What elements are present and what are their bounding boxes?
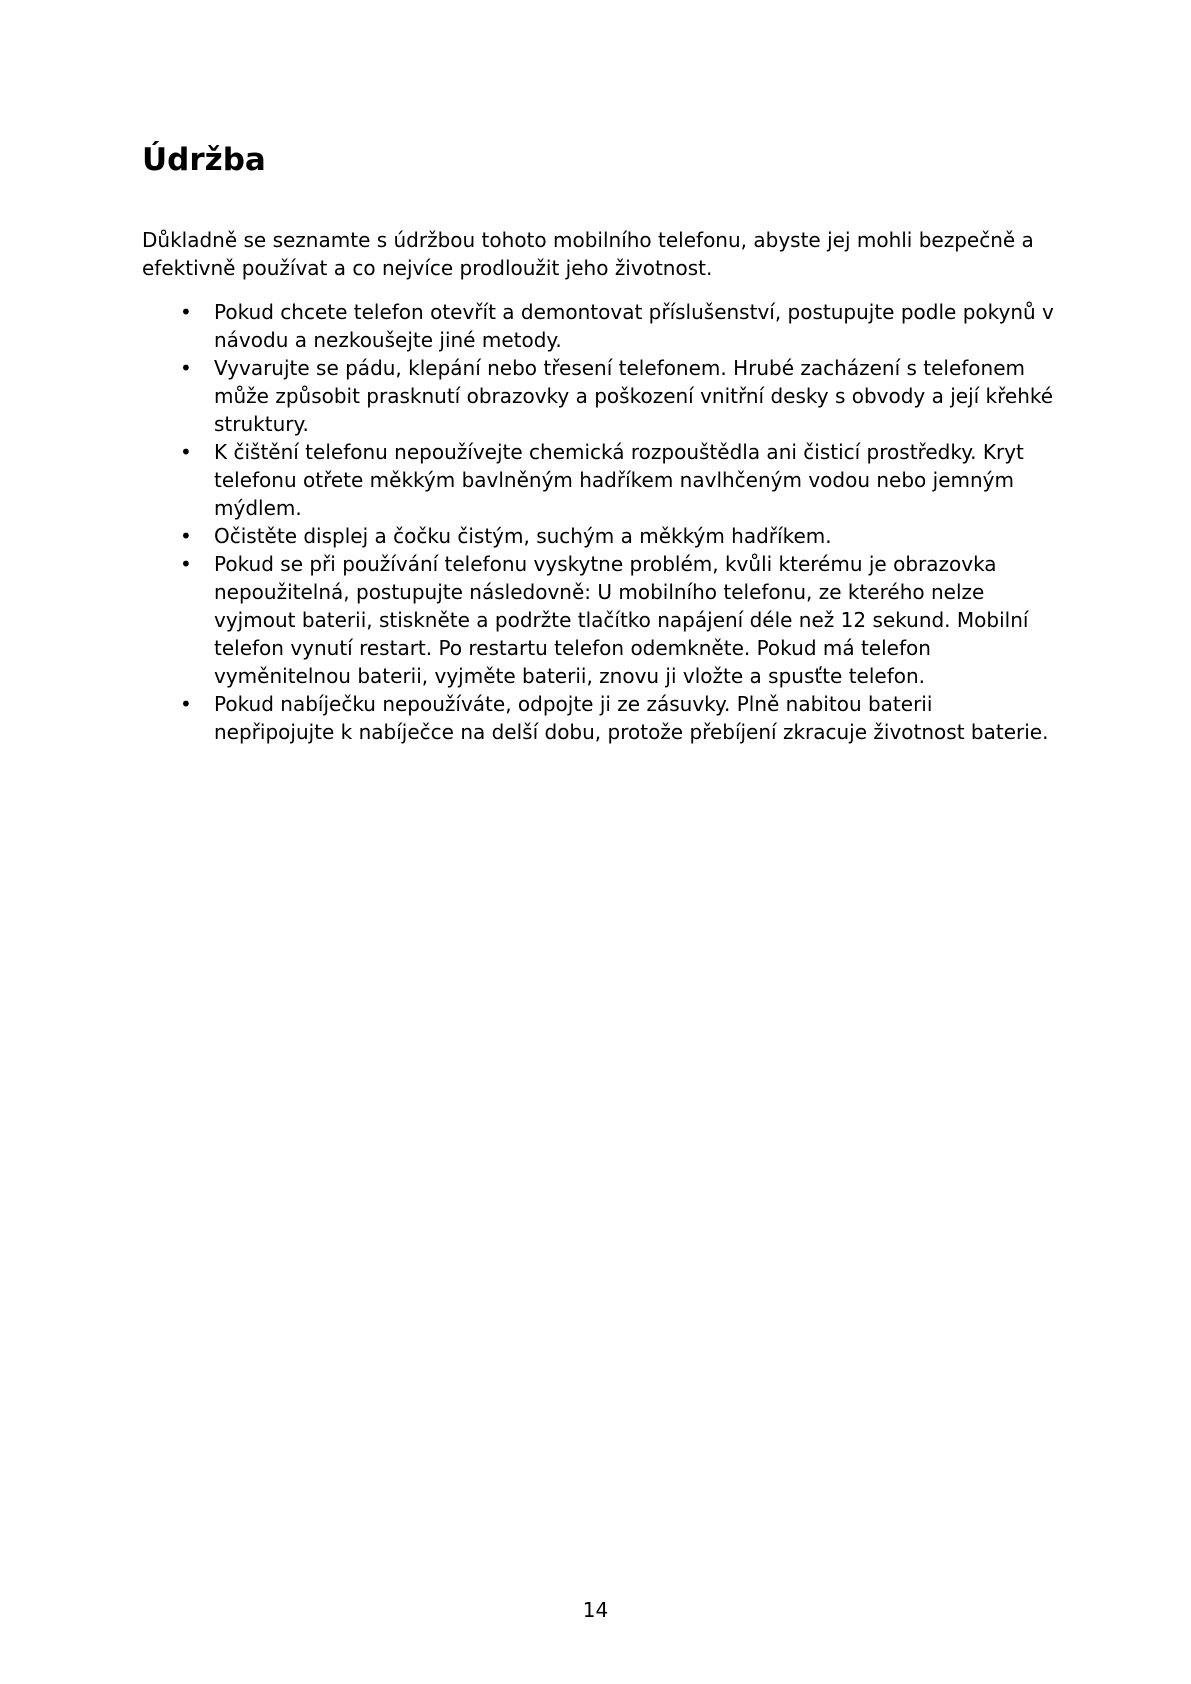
bullet-text — [214, 354, 1082, 438]
bullet-text — [214, 690, 1082, 746]
bullet-item-charger — [142, 690, 1082, 746]
bullet-point-icon: • — [180, 692, 192, 716]
bullet-line: telefon vynutí restart. Po restartu telefon odemkněte. Pokud má telefon — [214, 636, 931, 660]
bullet-line: Očistěte displej a čočku čistým, suchým a měkkým hadříkem. — [214, 524, 832, 548]
bullet-line: Vyvarujte se pádu, klepání nebo třesení telefonem. Hrubé zacházení s telefonem — [214, 356, 1026, 380]
bullet-line: telefonu otřete měkkým bavlněným hadříkem navlhčeným vodou nebo jemným — [214, 468, 1014, 492]
bullet-line: struktury. — [214, 412, 309, 436]
bullet-text — [214, 550, 1082, 690]
intro-paragraph — [142, 226, 1062, 282]
bullet-line: mýdlem. — [214, 496, 302, 520]
bullet-line: vyjmout baterii, stiskněte a podržte tlačítko napájení déle než 12 sekund. Mobilní — [214, 608, 1029, 632]
intro-line: Důkladně se seznamte s údržbou tohoto mobilního telefonu, abyste jej mohli bezpečně a — [142, 228, 1034, 252]
bullet-point-icon: • — [180, 440, 192, 464]
intro-line: efektivně používat a co nejvíce prodloužit jeho životnost. — [142, 256, 713, 280]
bullet-line: Pokud nabíječku nepoužíváte, odpojte ji ze zásuvky. Plně nabitou baterii — [214, 692, 933, 716]
bullet-line: vyměnitelnou baterii, vyjměte baterii, znovu ji vložte a spusťte telefon. — [214, 664, 926, 688]
bullet-text — [214, 438, 1082, 522]
bullet-line: Pokud se při používání telefonu vyskytne problém, kvůli kterému je obrazovka — [214, 552, 997, 576]
bullet-line: návodu a nezkoušejte jiné metody. — [214, 328, 562, 352]
bullet-line: K čištění telefonu nepoužívejte chemická rozpouštědla ani čisticí prostředky. Kryt — [214, 440, 1024, 464]
page-title: Údržba — [142, 142, 266, 178]
bullet-item-open-phone — [142, 298, 1082, 354]
bullet-text — [214, 298, 1082, 354]
bullet-item-forced-restart — [142, 550, 1082, 690]
bullet-line: může způsobit prasknutí obrazovky a poškození vnitřní desky s obvody a její křehké — [214, 384, 1054, 408]
bullet-point-icon: • — [180, 524, 192, 548]
bullet-line: nepoužitelná, postupujte následovně: U mobilního telefonu, ze kterého nelze — [214, 580, 985, 604]
bullet-point-icon: • — [180, 552, 192, 576]
bullet-point-icon: • — [180, 300, 192, 324]
bullet-item-cleaning — [142, 438, 1082, 522]
bullet-line: nepřipojujte k nabíječce na delší dobu, protože přebíjení zkracuje životnost baterie. — [214, 720, 1049, 744]
bullet-point-icon: • — [180, 356, 192, 380]
bullet-line: Pokud chcete telefon otevřít a demontovat příslušenství, postupujte podle pokynů v — [214, 300, 1054, 324]
maintenance-bullet-list — [142, 298, 1082, 746]
bullet-item-avoid-drops — [142, 354, 1082, 438]
bullet-item-clean-display — [142, 522, 1082, 550]
bullet-text — [214, 522, 1082, 550]
page-number: 14 — [582, 1598, 609, 1622]
